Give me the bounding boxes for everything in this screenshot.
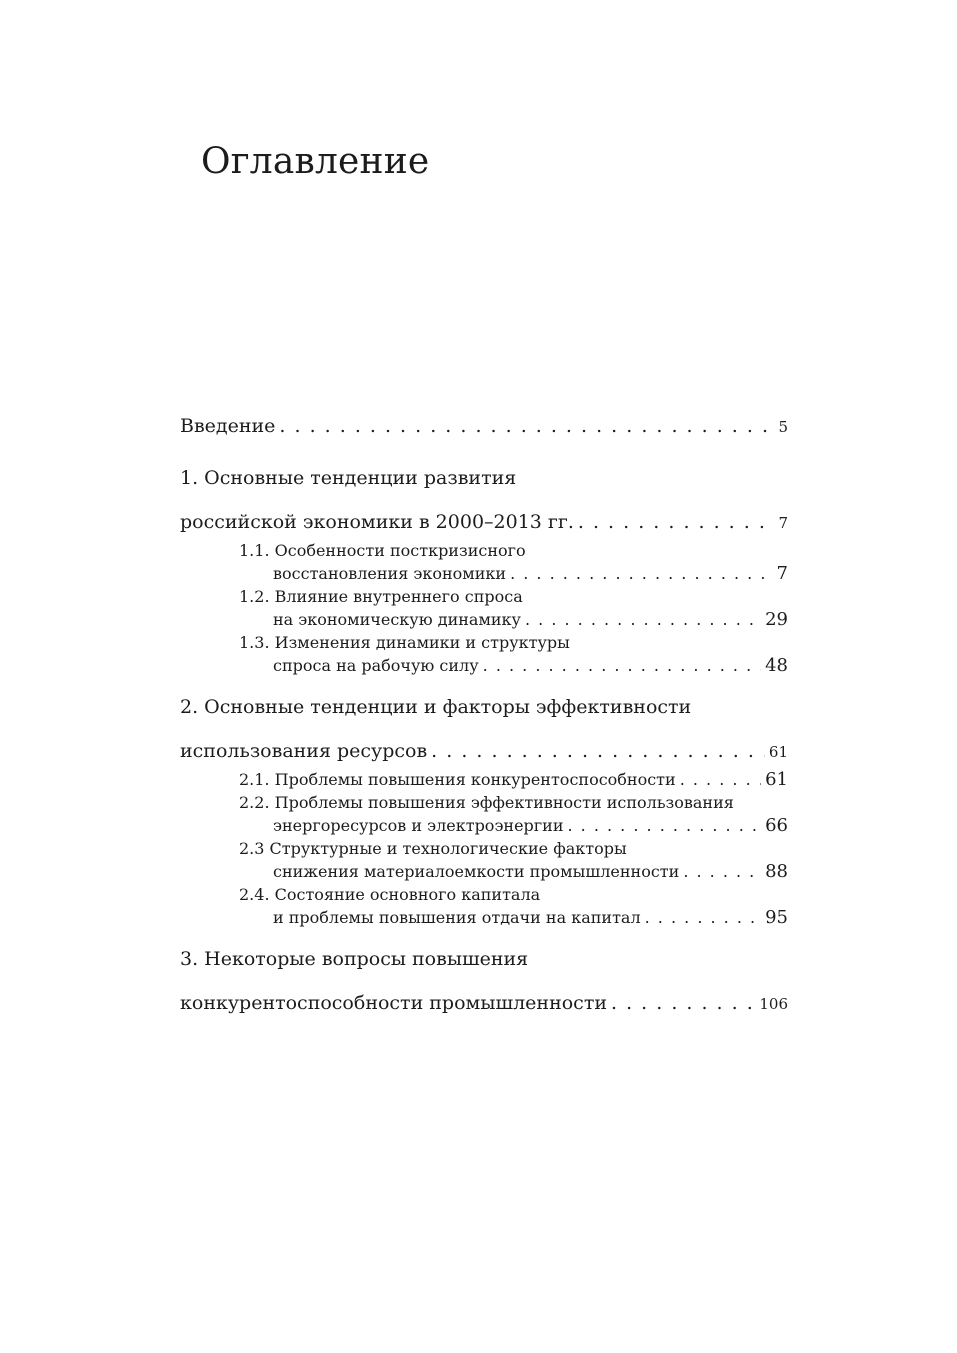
section-title-line: 1.1. Особенности посткризисного [239,541,526,560]
toc-chapter-2 [180,695,788,929]
toc-page-number: 61 [768,743,788,761]
chapter-title-line: 3. Некоторые вопросы повышения [180,948,529,970]
chapter-title-line: 2. Основные тенденции и факторы эффективности [180,696,692,718]
section-title-line: снижения материалоемкости промышленности [273,862,680,881]
section-title-line: 2.3 Структурные и технологические факторы [239,839,627,858]
dot-leader [645,906,761,929]
toc-page-number: 61 [765,769,788,790]
toc-entry-label: Введение [180,415,276,437]
chapter-title-line: использования ресурсов [180,740,428,762]
toc-section-2-3 [239,837,788,883]
toc-page-number: 7 [778,514,788,532]
toc-page-number: 66 [765,815,788,836]
toc-page-number: 5 [778,418,788,436]
toc-chapter-1 [180,466,788,677]
dot-leader [680,768,761,791]
section-title-line: восстановления экономики [273,564,507,583]
section-title-line: 1.2. Влияние внутреннего спроса [239,587,523,606]
toc-section-1-2 [239,585,788,631]
dot-leader [431,739,765,764]
toc-chapter-3 [180,947,788,1017]
chapter-title-line: конкурентоспособности промышленности [180,992,607,1014]
table-of-contents [180,414,788,1017]
toc-section-2-1 [239,768,788,791]
section-title-line: 2.1. Проблемы повышения конкурентоспособности [239,770,676,789]
dot-leader [683,860,761,883]
toc-section-2-4 [239,883,788,929]
toc-section-1-3 [239,631,788,677]
toc-page-number: 106 [759,995,788,1013]
toc-page-number: 48 [765,655,788,676]
dot-leader [483,654,761,677]
toc-section-2-2 [239,791,788,837]
chapter-title-line: 1. Основные тенденции развития [180,467,517,489]
section-title-line: на экономическую динамику [273,610,521,629]
toc-page-number: 95 [765,907,788,928]
section-title-line: 2.4. Состояние основного капитала [239,885,541,904]
toc-page-number: 88 [765,861,788,882]
dot-leader [510,562,772,585]
chapter-title-line: российской экономики в 2000–2013 гг. [180,511,574,533]
section-title-line: 2.2. Проблемы повышения эффективности использования [239,793,734,812]
toc-section-1-1 [239,539,788,585]
dot-leader [279,414,774,439]
section-title-line: 1.3. Изменения динамики и структуры [239,633,570,652]
dot-leader [578,510,775,535]
page-title: Оглавление [201,141,430,182]
section-title-line: и проблемы повышения отдачи на капитал [273,908,641,927]
toc-entry-introduction [180,414,788,440]
toc-page-number: 7 [776,563,788,584]
toc-page-number: 29 [765,609,788,630]
section-title-line: спроса на рабочую силу [273,656,479,675]
dot-leader [611,991,755,1016]
dot-leader [567,814,761,837]
dot-leader [525,608,761,631]
section-title-line: энергоресурсов и электроэнергии [273,816,564,835]
